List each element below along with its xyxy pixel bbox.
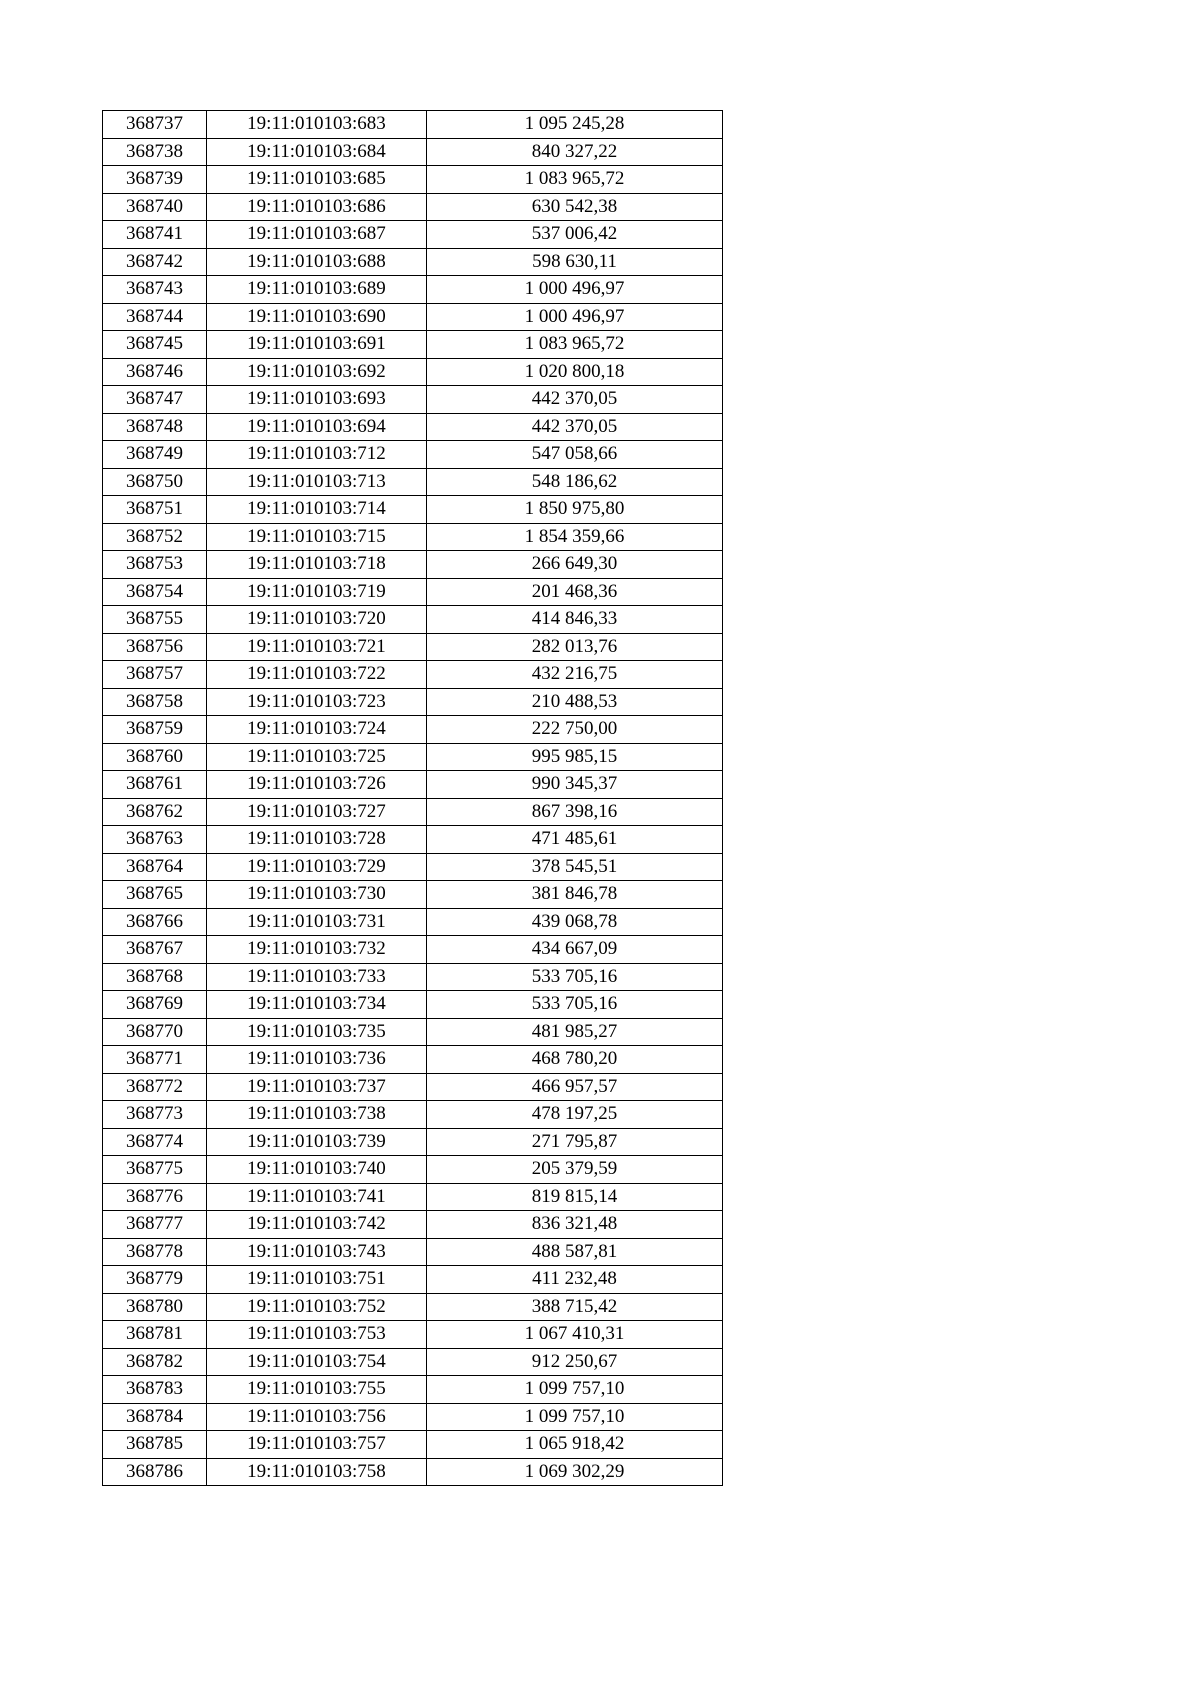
table-row bbox=[103, 1183, 723, 1211]
cadastral-number-cell: 19:11:010103:741 bbox=[207, 1183, 427, 1211]
row-number-cell: 368740 bbox=[103, 193, 207, 221]
row-number-cell: 368779 bbox=[103, 1266, 207, 1294]
value-cell: 414 846,33 bbox=[427, 606, 723, 634]
cadastral-number-cell: 19:11:010103:694 bbox=[207, 413, 427, 441]
table-row bbox=[103, 853, 723, 881]
row-number-cell: 368752 bbox=[103, 523, 207, 551]
cadastral-number-cell: 19:11:010103:754 bbox=[207, 1348, 427, 1376]
cadastral-number-cell: 19:11:010103:689 bbox=[207, 276, 427, 304]
value-cell: 488 587,81 bbox=[427, 1238, 723, 1266]
value-cell: 840 327,22 bbox=[427, 138, 723, 166]
row-number-cell: 368749 bbox=[103, 441, 207, 469]
value-cell: 533 705,16 bbox=[427, 963, 723, 991]
table-row bbox=[103, 496, 723, 524]
cadastral-number-cell: 19:11:010103:732 bbox=[207, 936, 427, 964]
table-row bbox=[103, 303, 723, 331]
row-number-cell: 368765 bbox=[103, 881, 207, 909]
table-row bbox=[103, 936, 723, 964]
table-row bbox=[103, 358, 723, 386]
value-cell: 471 485,61 bbox=[427, 826, 723, 854]
table-row bbox=[103, 798, 723, 826]
cadastral-number-cell: 19:11:010103:684 bbox=[207, 138, 427, 166]
table-row bbox=[103, 468, 723, 496]
table-row bbox=[103, 908, 723, 936]
row-number-cell: 368766 bbox=[103, 908, 207, 936]
table-row bbox=[103, 1348, 723, 1376]
value-cell: 266 649,30 bbox=[427, 551, 723, 579]
row-number-cell: 368762 bbox=[103, 798, 207, 826]
value-cell: 1 065 918,42 bbox=[427, 1431, 723, 1459]
table-row bbox=[103, 248, 723, 276]
row-number-cell: 368743 bbox=[103, 276, 207, 304]
cadastral-number-cell: 19:11:010103:714 bbox=[207, 496, 427, 524]
table-row bbox=[103, 551, 723, 579]
cadastral-number-cell: 19:11:010103:739 bbox=[207, 1128, 427, 1156]
row-number-cell: 368776 bbox=[103, 1183, 207, 1211]
cadastral-number-cell: 19:11:010103:692 bbox=[207, 358, 427, 386]
value-cell: 1 095 245,28 bbox=[427, 111, 723, 139]
cadastral-number-cell: 19:11:010103:730 bbox=[207, 881, 427, 909]
row-number-cell: 368738 bbox=[103, 138, 207, 166]
row-number-cell: 368775 bbox=[103, 1156, 207, 1184]
row-number-cell: 368782 bbox=[103, 1348, 207, 1376]
value-cell: 205 379,59 bbox=[427, 1156, 723, 1184]
table-row bbox=[103, 963, 723, 991]
row-number-cell: 368780 bbox=[103, 1293, 207, 1321]
cadastral-number-cell: 19:11:010103:718 bbox=[207, 551, 427, 579]
table-row bbox=[103, 441, 723, 469]
table-row bbox=[103, 1046, 723, 1074]
cadastral-number-cell: 19:11:010103:687 bbox=[207, 221, 427, 249]
value-cell: 282 013,76 bbox=[427, 633, 723, 661]
value-cell: 1 000 496,97 bbox=[427, 303, 723, 331]
row-number-cell: 368774 bbox=[103, 1128, 207, 1156]
cadastral-number-cell: 19:11:010103:691 bbox=[207, 331, 427, 359]
cadastral-number-cell: 19:11:010103:753 bbox=[207, 1321, 427, 1349]
row-number-cell: 368757 bbox=[103, 661, 207, 689]
table-row bbox=[103, 523, 723, 551]
row-number-cell: 368769 bbox=[103, 991, 207, 1019]
value-cell: 1 069 302,29 bbox=[427, 1458, 723, 1486]
table-row bbox=[103, 1073, 723, 1101]
value-cell: 1 099 757,10 bbox=[427, 1376, 723, 1404]
value-cell: 1 083 965,72 bbox=[427, 331, 723, 359]
row-number-cell: 368786 bbox=[103, 1458, 207, 1486]
row-number-cell: 368758 bbox=[103, 688, 207, 716]
row-number-cell: 368747 bbox=[103, 386, 207, 414]
row-number-cell: 368753 bbox=[103, 551, 207, 579]
table-row bbox=[103, 1431, 723, 1459]
table-row bbox=[103, 221, 723, 249]
row-number-cell: 368751 bbox=[103, 496, 207, 524]
table-row bbox=[103, 1266, 723, 1294]
cadastral-number-cell: 19:11:010103:731 bbox=[207, 908, 427, 936]
value-cell: 1 099 757,10 bbox=[427, 1403, 723, 1431]
value-cell: 466 957,57 bbox=[427, 1073, 723, 1101]
table-row bbox=[103, 1293, 723, 1321]
value-cell: 548 186,62 bbox=[427, 468, 723, 496]
cadastral-number-cell: 19:11:010103:738 bbox=[207, 1101, 427, 1129]
cadastral-number-cell: 19:11:010103:752 bbox=[207, 1293, 427, 1321]
row-number-cell: 368771 bbox=[103, 1046, 207, 1074]
cadastral-number-cell: 19:11:010103:722 bbox=[207, 661, 427, 689]
value-cell: 439 068,78 bbox=[427, 908, 723, 936]
row-number-cell: 368750 bbox=[103, 468, 207, 496]
cadastral-number-cell: 19:11:010103:683 bbox=[207, 111, 427, 139]
value-cell: 378 545,51 bbox=[427, 853, 723, 881]
row-number-cell: 368784 bbox=[103, 1403, 207, 1431]
row-number-cell: 368777 bbox=[103, 1211, 207, 1239]
cadastral-number-cell: 19:11:010103:735 bbox=[207, 1018, 427, 1046]
value-cell: 867 398,16 bbox=[427, 798, 723, 826]
row-number-cell: 368773 bbox=[103, 1101, 207, 1129]
value-cell: 836 321,48 bbox=[427, 1211, 723, 1239]
value-cell: 1 083 965,72 bbox=[427, 166, 723, 194]
row-number-cell: 368764 bbox=[103, 853, 207, 881]
table-row bbox=[103, 138, 723, 166]
value-cell: 1 020 800,18 bbox=[427, 358, 723, 386]
row-number-cell: 368748 bbox=[103, 413, 207, 441]
value-cell: 1 000 496,97 bbox=[427, 276, 723, 304]
row-number-cell: 368759 bbox=[103, 716, 207, 744]
table-row bbox=[103, 606, 723, 634]
table-row bbox=[103, 413, 723, 441]
row-number-cell: 368745 bbox=[103, 331, 207, 359]
value-cell: 547 058,66 bbox=[427, 441, 723, 469]
value-cell: 411 232,48 bbox=[427, 1266, 723, 1294]
value-cell: 630 542,38 bbox=[427, 193, 723, 221]
row-number-cell: 368739 bbox=[103, 166, 207, 194]
row-number-cell: 368772 bbox=[103, 1073, 207, 1101]
value-cell: 388 715,42 bbox=[427, 1293, 723, 1321]
value-cell: 442 370,05 bbox=[427, 413, 723, 441]
cadastral-number-cell: 19:11:010103:686 bbox=[207, 193, 427, 221]
row-number-cell: 368741 bbox=[103, 221, 207, 249]
row-number-cell: 368746 bbox=[103, 358, 207, 386]
table-row bbox=[103, 826, 723, 854]
cadastral-number-cell: 19:11:010103:737 bbox=[207, 1073, 427, 1101]
value-cell: 210 488,53 bbox=[427, 688, 723, 716]
cadastral-number-cell: 19:11:010103:688 bbox=[207, 248, 427, 276]
table-row bbox=[103, 1211, 723, 1239]
table-row bbox=[103, 1156, 723, 1184]
table-row bbox=[103, 276, 723, 304]
table-row bbox=[103, 1321, 723, 1349]
cadastral-number-cell: 19:11:010103:685 bbox=[207, 166, 427, 194]
row-number-cell: 368756 bbox=[103, 633, 207, 661]
row-number-cell: 368760 bbox=[103, 743, 207, 771]
cadastral-number-cell: 19:11:010103:726 bbox=[207, 771, 427, 799]
cadastral-number-cell: 19:11:010103:713 bbox=[207, 468, 427, 496]
row-number-cell: 368770 bbox=[103, 1018, 207, 1046]
row-number-cell: 368783 bbox=[103, 1376, 207, 1404]
cadastral-number-cell: 19:11:010103:734 bbox=[207, 991, 427, 1019]
row-number-cell: 368742 bbox=[103, 248, 207, 276]
value-cell: 478 197,25 bbox=[427, 1101, 723, 1129]
table-row bbox=[103, 716, 723, 744]
row-number-cell: 368737 bbox=[103, 111, 207, 139]
table-row bbox=[103, 166, 723, 194]
cadastral-number-cell: 19:11:010103:719 bbox=[207, 578, 427, 606]
cadastral-number-cell: 19:11:010103:690 bbox=[207, 303, 427, 331]
value-cell: 271 795,87 bbox=[427, 1128, 723, 1156]
cadastral-number-cell: 19:11:010103:742 bbox=[207, 1211, 427, 1239]
value-cell: 995 985,15 bbox=[427, 743, 723, 771]
cadastral-number-cell: 19:11:010103:729 bbox=[207, 853, 427, 881]
value-cell: 481 985,27 bbox=[427, 1018, 723, 1046]
table-row bbox=[103, 633, 723, 661]
table-row bbox=[103, 991, 723, 1019]
cadastral-number-cell: 19:11:010103:736 bbox=[207, 1046, 427, 1074]
value-cell: 533 705,16 bbox=[427, 991, 723, 1019]
table-row bbox=[103, 111, 723, 139]
row-number-cell: 368785 bbox=[103, 1431, 207, 1459]
cadastral-number-cell: 19:11:010103:757 bbox=[207, 1431, 427, 1459]
table-row bbox=[103, 688, 723, 716]
value-cell: 432 216,75 bbox=[427, 661, 723, 689]
table-row bbox=[103, 881, 723, 909]
value-cell: 1 854 359,66 bbox=[427, 523, 723, 551]
value-cell: 468 780,20 bbox=[427, 1046, 723, 1074]
cadastral-number-cell: 19:11:010103:723 bbox=[207, 688, 427, 716]
cadastral-number-cell: 19:11:010103:720 bbox=[207, 606, 427, 634]
cadastral-number-cell: 19:11:010103:721 bbox=[207, 633, 427, 661]
row-number-cell: 368781 bbox=[103, 1321, 207, 1349]
table-row bbox=[103, 771, 723, 799]
row-number-cell: 368763 bbox=[103, 826, 207, 854]
table-row bbox=[103, 1238, 723, 1266]
cadastral-number-cell: 19:11:010103:727 bbox=[207, 798, 427, 826]
row-number-cell: 368754 bbox=[103, 578, 207, 606]
table-row bbox=[103, 1458, 723, 1486]
cadastral-number-cell: 19:11:010103:755 bbox=[207, 1376, 427, 1404]
value-cell: 912 250,67 bbox=[427, 1348, 723, 1376]
cadastral-number-cell: 19:11:010103:693 bbox=[207, 386, 427, 414]
cadastral-number-cell: 19:11:010103:756 bbox=[207, 1403, 427, 1431]
table-body bbox=[103, 111, 723, 1486]
value-cell: 434 667,09 bbox=[427, 936, 723, 964]
table-row bbox=[103, 1101, 723, 1129]
value-cell: 1 850 975,80 bbox=[427, 496, 723, 524]
cadastral-number-cell: 19:11:010103:733 bbox=[207, 963, 427, 991]
cadastral-number-cell: 19:11:010103:728 bbox=[207, 826, 427, 854]
row-number-cell: 368744 bbox=[103, 303, 207, 331]
cadastral-number-cell: 19:11:010103:740 bbox=[207, 1156, 427, 1184]
value-cell: 381 846,78 bbox=[427, 881, 723, 909]
value-cell: 598 630,11 bbox=[427, 248, 723, 276]
row-number-cell: 368755 bbox=[103, 606, 207, 634]
cadastral-number-cell: 19:11:010103:724 bbox=[207, 716, 427, 744]
cadastral-number-cell: 19:11:010103:712 bbox=[207, 441, 427, 469]
table-row bbox=[103, 1376, 723, 1404]
value-cell: 537 006,42 bbox=[427, 221, 723, 249]
cadastral-number-cell: 19:11:010103:751 bbox=[207, 1266, 427, 1294]
row-number-cell: 368767 bbox=[103, 936, 207, 964]
value-cell: 201 468,36 bbox=[427, 578, 723, 606]
data-table bbox=[102, 110, 723, 1486]
row-number-cell: 368768 bbox=[103, 963, 207, 991]
value-cell: 990 345,37 bbox=[427, 771, 723, 799]
cadastral-number-cell: 19:11:010103:715 bbox=[207, 523, 427, 551]
table-row bbox=[103, 1403, 723, 1431]
table-row bbox=[103, 386, 723, 414]
table-row bbox=[103, 1018, 723, 1046]
row-number-cell: 368778 bbox=[103, 1238, 207, 1266]
table-row bbox=[103, 661, 723, 689]
value-cell: 442 370,05 bbox=[427, 386, 723, 414]
table-row bbox=[103, 1128, 723, 1156]
table-row bbox=[103, 578, 723, 606]
cadastral-number-cell: 19:11:010103:743 bbox=[207, 1238, 427, 1266]
table-row bbox=[103, 743, 723, 771]
row-number-cell: 368761 bbox=[103, 771, 207, 799]
table-row bbox=[103, 193, 723, 221]
cadastral-number-cell: 19:11:010103:758 bbox=[207, 1458, 427, 1486]
value-cell: 222 750,00 bbox=[427, 716, 723, 744]
value-cell: 1 067 410,31 bbox=[427, 1321, 723, 1349]
table-row bbox=[103, 331, 723, 359]
value-cell: 819 815,14 bbox=[427, 1183, 723, 1211]
cadastral-number-cell: 19:11:010103:725 bbox=[207, 743, 427, 771]
